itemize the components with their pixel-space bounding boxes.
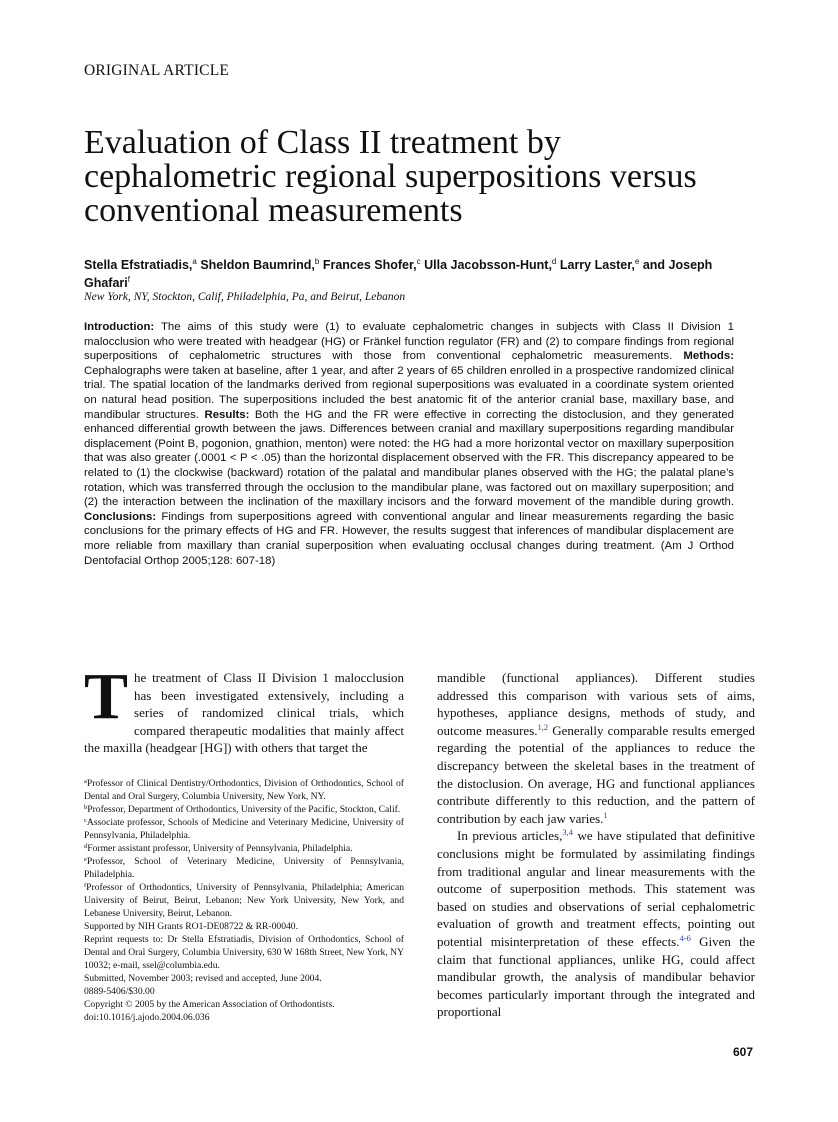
footnote-marker: c <box>84 817 87 824</box>
footnote-marker: e <box>84 856 87 863</box>
copyright-notice: Copyright © 2005 by the American Association of Orthodontists. <box>84 999 335 1010</box>
abstract-heading-methods: Methods: <box>683 350 734 363</box>
paragraph-text: he treatment of Class II Division 1 malocclusion has been investigated extensively, including a series of randomized clinical trials, which compared therapeutic modalities that mainly affect the maxilla (headgear [HG]) with others that target the <box>84 670 404 756</box>
footnote: $^f$Professor of Orthodontics, University of Pennsylvania, Philadelphia; American University of Beirut, Beirut, Lebanon; New York University, New York, and Lebanese University, Beirut, Lebanon. <box>84 882 404 919</box>
page-number: 607 <box>733 1045 754 1059</box>
footnote-marker: b <box>84 804 88 811</box>
footnote-marker: a <box>84 778 87 785</box>
author-name: Sheldon Baumrind, <box>200 258 315 272</box>
author-name: and Joseph Ghafari <box>84 258 713 290</box>
footnote: $^b$Professor, Department of Orthodontics, University of the Pacific, Stockton, Calif. <box>84 804 401 815</box>
author-name: Ulla Jacobsson-Hunt, <box>424 258 552 272</box>
author-locations: New York, NY, Stockton, Calif, Philadelphia, Pa, and Beirut, Lebanon <box>84 291 406 303</box>
body-column-left <box>84 660 404 757</box>
intro-paragraph <box>84 660 404 757</box>
author-name: Frances Shofer, <box>322 258 417 272</box>
author-name: Stella Efstratiadis, <box>84 258 193 272</box>
title-line: conventional measurements <box>84 192 463 229</box>
affiliation-marker: e <box>634 257 640 266</box>
abstract-introduction: The aims of this study were (1) to evaluate cephalometric changes in subjects with Class II Division 1 malocclusion who were treated with headgear (HG) or Fränkel function regulator (FR) and (2) to compare findings from regional superpositions of cephalometric structures with those from conventional cephalometric measurements. <box>84 321 734 363</box>
affiliation-marker: c <box>416 257 421 266</box>
body-paragraph: In previous articles,$^{3,4}$ we have stipulated that definitive conclusions might be formulated by assimilating findings from traditional angular and linear measurements with the outcome of superposition methods. This statement was based on studies and observations of serial cephalometric evaluation of growth and treatment effects, pointing out potential misinterpretation of these effects.$^{4-6}$ Given the claim that functional appliances, unlike HG, could affect mandibular growth, the analysis of mandibular behavior becomes particularly important through the integrated and proportional <box>437 827 755 1020</box>
footnote-marker: f <box>84 882 87 889</box>
abstract-conclusions: Findings from superpositions agreed with conventional angular and linear measurements regarding the basic conclusions for the primary effects of HG and FR. However, the results suggest that inferences of mandibular displacement are more reliable from maxillary than cranial superposition when evaluating occlusal changes during treatment. (Am J Orthod Dentofacial Orthop 2005;128: 607-18) <box>84 510 734 567</box>
author-name: Larry Laster, <box>559 258 635 272</box>
funding-note: Supported by NIH Grants RO1-DE08722 & RR-00040. <box>84 921 298 932</box>
affiliation-marker: a <box>192 257 197 266</box>
citation-link[interactable]: 1,2 <box>537 721 549 732</box>
affiliation-marker: f <box>127 275 130 284</box>
title-line: Evaluation of Class II treatment by <box>84 124 561 161</box>
citation-link[interactable]: 1 <box>603 809 608 820</box>
affiliation-marker: b <box>314 257 320 266</box>
footnote: $^a$Professor of Clinical Dentistry/Orthodontics, Division of Orthodontics, School of Dental and Oral Surgery, Columbia University, New York, NY. <box>84 778 404 802</box>
abstract-methods: Cephalographs were taken at baseline, after 1 year, and after 2 years of 65 children enrolled in a prospective randomized clinical trial. The spatial location of the landmarks derived from regional superpositions was evaluated in a coordinate system oriented on natural head position. The superpositions included the best anatomic fit of the anterior cranial base, maxillary base, and mandibular structures. <box>84 364 734 421</box>
body-paragraph: mandible (functional appliances). Different studies addressed this comparison with various sets of aims, hypotheses, appliance designs, methods of study, and outcome measures.$^{1,2}$ Generally comparable results emerged regarding the potential of the appliances to reduce the discrepancy between the skeletal bases in the treatment of the distoclusion. On average, HG and functional appliances contribute differently to this reduction, and the pattern of contribution by each jaw varies.$^1$ <box>437 670 755 826</box>
article-title <box>84 126 764 228</box>
body-column-right <box>437 669 755 1021</box>
submission-dates: Submitted, November 2003; revised and accepted, June 2004. <box>84 973 322 984</box>
abstract-heading-conclusions: Conclusions: <box>84 510 157 523</box>
reprint-requests: Reprint requests to: Dr Stella Efstratiadis, Division of Orthodontics, School of Dental and Oral Surgery, Columbia University, 630 W 168th Street, New York, NY 10032; e-mail, ssel@columbia.edu. <box>84 934 404 971</box>
abstract-heading-results: Results: <box>204 408 250 421</box>
doi[interactable]: doi:10.1016/j.ajodo.2004.06.036 <box>84 1012 210 1023</box>
citation-link[interactable]: 3,4 <box>562 827 573 838</box>
footnote: $^d$Former assistant professor, University of Pennsylvania, Philadelphia. <box>84 843 353 854</box>
footnote: $^c$Associate professor, Schools of Medicine and Veterinary Medicine, University of Pennsylvania, Philadelphia. <box>84 817 404 841</box>
section-label: ORIGINAL ARTICLE <box>84 62 230 79</box>
title-line: cephalometric regional superpositions versus <box>84 158 697 195</box>
footnote: $^e$Professor, School of Veterinary Medicine, University of Pennsylvania, Philadelphia. <box>84 856 404 880</box>
author-list <box>84 256 744 292</box>
abstract-heading-introduction: Introduction: <box>84 321 155 333</box>
citation-link[interactable]: 4-6 <box>679 932 691 943</box>
affiliation-marker: d <box>551 257 557 266</box>
issn-price: 0889-5406/$30.00 <box>84 986 155 997</box>
abstract <box>84 320 734 568</box>
footnotes <box>84 777 404 1024</box>
drop-cap: T <box>84 660 129 733</box>
footnote-marker: d <box>84 843 88 850</box>
abstract-results: Both the HG and the FR were effective in correcting the distoclusion, and they generated enhanced differential growth between the jaws. Differences between cranial and maxillary superpositions regarding mandibular displacement (Point B, pogonion, gnathion, menton) were noted: the HG had a more horizontal vector on maxillary superposition that was also greater (.0001 < P < .05) than the horizontal displacement observed with the FR. This discrepancy appeared to be related to (1) the clockwise (backward) rotation of the palatal and mandibular planes observed with the HG; the palatal plane’s rotation, which was transferred through the occlusion to the mandibular plane, was factored out on maxillary superposition; and (2) the interaction between the inclination of the maxillary incisors and the forward movement of the mandible during growth. <box>84 408 734 509</box>
